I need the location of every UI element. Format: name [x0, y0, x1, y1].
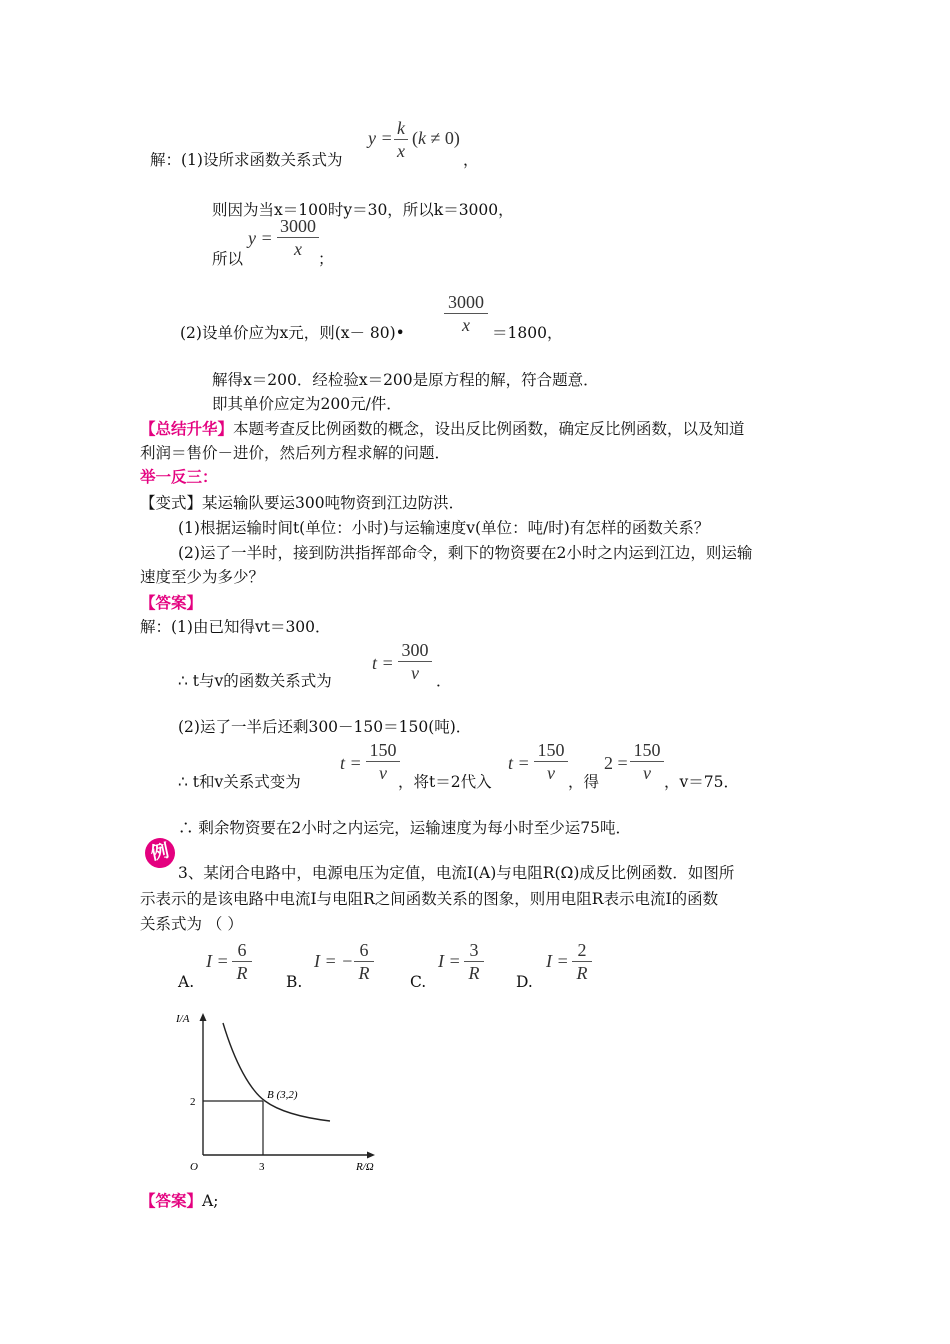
summary-line-1 — [140, 419, 745, 439]
answer-line-5: ∴ 剩余物资要在2小时之内运完，运输速度为每小时至少运75吨． — [178, 819, 632, 837]
x-axis-arrow-icon — [367, 1152, 375, 1159]
answer-line-4d: ，v＝75． — [664, 773, 739, 791]
final-answer-tag: 【答案】 — [140, 1191, 203, 1210]
summary-tag: 【总结升华】 — [140, 419, 234, 438]
summary-line-2: 利润＝售价－进价，然后列方程求解的问题． — [140, 444, 451, 462]
answer-line-4c: ，得 — [568, 773, 600, 791]
y-axis-arrow-icon — [200, 1013, 207, 1021]
option-d-label: D. — [516, 973, 533, 991]
solution-line-1: 解：(1)设所求函数关系式为 — [150, 151, 343, 169]
solution-line-6: 即其单价应定为200元/件． — [212, 395, 402, 413]
option-c-label: C. — [410, 973, 427, 991]
variant-line: 【变式】某运输队要运300吨物资到江边防洪． — [140, 494, 465, 512]
y-axis-label: I/A — [176, 1013, 190, 1025]
sol3-end: ； — [318, 250, 334, 268]
point-b-label: B (3,2) — [267, 1089, 298, 1101]
answer-tag: 【答案】 — [140, 593, 203, 612]
solution-line-4: (2)设单价应为x元，则(x－ 80)• — [180, 324, 405, 342]
example-badge-icon: 例 — [142, 835, 178, 871]
inverse-function-graph — [170, 1008, 390, 1178]
origin-label: O — [190, 1161, 198, 1173]
solution-line-3: 所以 — [212, 250, 244, 268]
x-tick-label: 3 — [259, 1161, 265, 1173]
formula-3000-over-x: 3000 x — [444, 292, 488, 335]
variant-q2a: (2)运了一半时，接到防洪指挥部命令，剩下的物资要在2小时之内运到江边，则运输 — [178, 544, 753, 562]
final-answer-line — [140, 1191, 218, 1211]
answer-line-1: 解：(1)由已知得vt＝300． — [140, 618, 331, 636]
y-tick-label: 2 — [190, 1096, 196, 1108]
sol4-end: ＝1800， — [492, 324, 563, 342]
sol1-end: ， — [463, 151, 479, 169]
variant-q1: (1)根据运输时间t(单位：小时)与运输速度v(单位：吨/时)有怎样的函数关系？ — [178, 519, 710, 537]
final-answer-value: A; — [202, 1192, 219, 1210]
a2-end: ． — [436, 672, 452, 690]
solution-line-5: 解得x＝200．经检验x＝200是原方程的解，符合题意． — [212, 371, 599, 389]
answer-line-2: ∴ t与v的函数关系式为 — [178, 672, 332, 690]
example-3-line-b: 示表示的是该电路中电流I与电阻R之间函数关系的图象，则用电阻R表示电流I的函数 — [140, 890, 719, 908]
example-3-line-c: 关系式为 （ ） — [140, 915, 243, 933]
practice-title: 举一反三： — [140, 467, 218, 486]
summary-text-1: 本题考查反比例函数的概念，设出反比例函数，确定反比例函数，以及知道 — [233, 420, 745, 438]
variant-q2b: 速度至少为多少？ — [140, 568, 265, 586]
option-b-label: B. — [286, 973, 303, 991]
option-a-label: A. — [178, 973, 195, 991]
answer-line-3: (2)运了一半后还剩300－150＝150(吨)． — [178, 718, 472, 736]
solution-line-2: 则因为当x＝100时y＝30，所以k＝3000， — [212, 201, 514, 219]
example-3-line-a: 3、某闭合电路中，电源电压为定值，电流I(A)与电阻R(Ω)成反比例函数．如图所 — [178, 864, 735, 882]
hyperbola-curve — [223, 1023, 330, 1121]
x-axis-label: R/Ω — [356, 1161, 374, 1173]
answer-line-4a: ∴ t和v关系式变为 — [178, 773, 301, 791]
answer-line-4b: ，将t＝2代入 — [398, 773, 492, 791]
